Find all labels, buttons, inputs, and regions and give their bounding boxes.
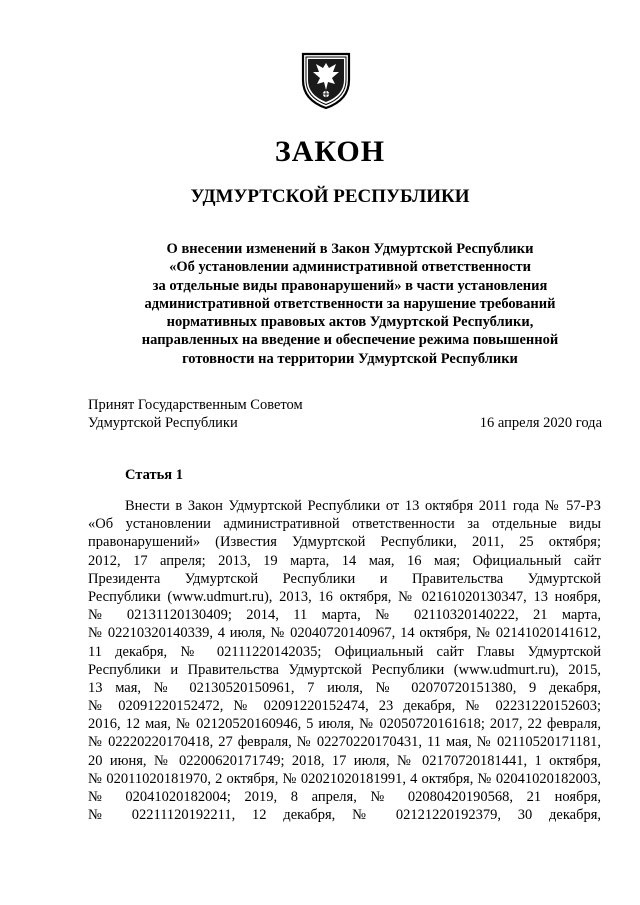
document-title: ЗАКОН <box>274 135 386 168</box>
udmurt-coat-of-arms-icon <box>298 50 354 110</box>
body-line: 20 июня, № 02200620171749; 2018, 17 июля, № 02170720181441, 1 октября, <box>88 752 601 769</box>
body-line: № 02041020182004; 2019, 8 апреля, № 02080420190568, 21 ноября, <box>88 789 601 805</box>
body-line: 11 декабря, № 02111220142035; Официальный сайт Главы Удмуртской <box>88 643 601 660</box>
body-line: 2012, 17 апреля; 2013, 19 марта, 14 мая, 16 мая; Официальный сайт <box>88 552 601 569</box>
adoption-line: Удмуртской Республики <box>88 415 238 431</box>
body-line: Президента Удмуртской Республики и Правительства Удмуртской <box>88 570 601 587</box>
body-line: № 02131120130409; 2014, 11 марта, № 02110320140222, 21 марта, <box>88 607 601 624</box>
body-line: № 02091220152472, № 02091220152474, 23 декабря, № 02231220152603; <box>88 698 601 715</box>
body-line: Республики (www.udmurt.ru), 2013, 16 октября, № 02161020130347, 13 ноября, <box>88 588 601 605</box>
heading-line: за отдельные виды правонарушений» в части установления <box>152 277 548 294</box>
article-body <box>88 497 601 824</box>
heading-line: нормативных правовых актов Удмуртской Республики, <box>166 314 534 331</box>
body-line: № 02011020181970, 2 октября, № 02021020181991, 4 октября, № 02041020182003, <box>88 770 601 787</box>
heading-line: готовности на территории Удмуртской Республики <box>182 350 518 367</box>
body-line: № 02211120192211, 12 декабря, № 02121220192379, 30 декабря, <box>88 807 601 824</box>
body-line: 2016, 12 мая, № 02120520160946, 5 июля, № 02050720161618; 2017, 22 февраля, <box>88 716 601 733</box>
document-subtitle: УДМУРТСКОЙ РЕСПУБЛИКИ <box>190 186 470 207</box>
adoption-date: 16 апреля 2020 года <box>479 415 602 431</box>
heading-line: «Об установлении административной ответственности <box>169 259 531 276</box>
body-line: Внести в Закон Удмуртской Республики от 13 октября 2011 года № 57-РЗ <box>125 498 601 514</box>
heading-line: направленных на введение и обеспечение режима повышенной <box>141 332 559 349</box>
heading-line: О внесении изменений в Закон Удмуртской Республики <box>166 241 534 257</box>
law-heading <box>100 240 600 368</box>
body-line: 13 мая, № 02130520150961, 7 июля, № 02070720151380, 9 декабря, <box>88 679 601 696</box>
body-line: правонарушений» (Известия Удмуртской Республики, 2011, 25 октября; <box>88 534 601 551</box>
body-line: № 02210320140339, 4 июля, № 02040720140967, 14 октября, № 02141020141612, <box>88 625 601 642</box>
adoption-line: Принят Государственным Советом <box>88 397 303 413</box>
body-line: Республики и Правительства Удмуртской Республики (www.udmurt.ru), 2015, <box>88 661 601 678</box>
article-title: Статья 1 <box>125 467 183 483</box>
adoption-authority <box>88 396 303 432</box>
heading-line: административной ответственности за нарушение требований <box>144 295 556 312</box>
body-line: «Об установлении административной ответственности за отдельные виды <box>88 516 601 533</box>
body-line: № 02220220170418, 27 февраля, № 02270220170431, 11 мая, № 02110520171181, <box>88 734 601 751</box>
